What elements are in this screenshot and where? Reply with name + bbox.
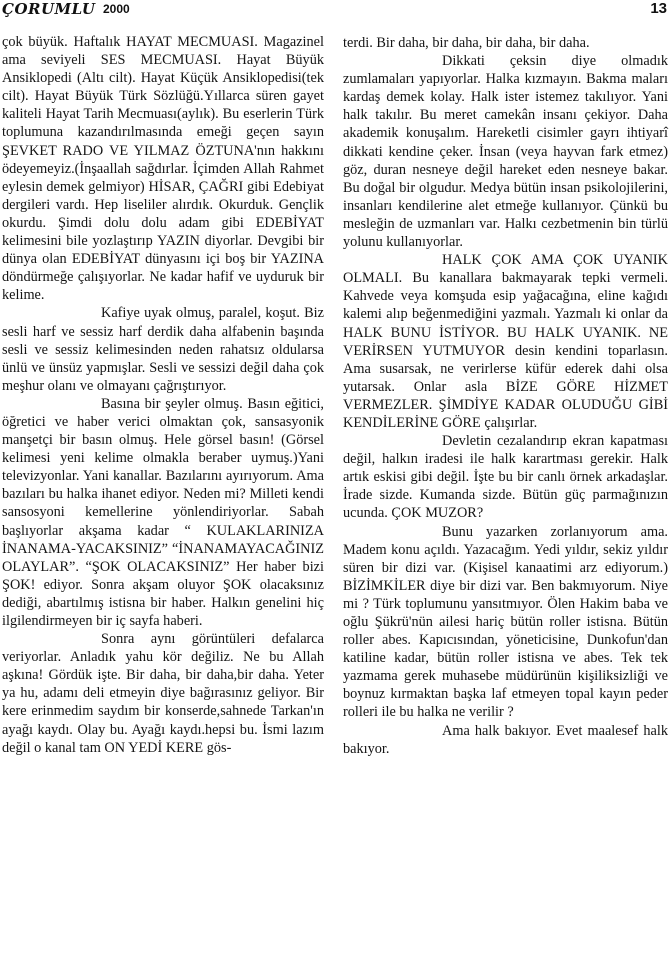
paragraph: terdi. Bir daha, bir daha, bir daha, bir daha. — [343, 35, 590, 51]
publication-year: 2000 — [103, 2, 130, 16]
paragraph: Sonra aynı görüntüleri defalarca veriyorlar. Anladık yahu kör değiliz. Ne bu Allah aşkına! Gördük işte. Bir daha, bir daha,bir daha. Yeter ya hu, adamı deli etmeyin diye bağırasınız geliyor. Bir kere erinmedim saydım bir konserde,sahnede Tarkan'ın ayağı kaydı. Olay bu. Ayağı kaydı.hepsi bu. İsmi lazım değil o kanal tam ON YEDİ KERE gös- — [2, 631, 324, 756]
right-column — [343, 34, 668, 758]
publication-name: ÇORUMLU — [2, 0, 96, 18]
left-column — [2, 33, 324, 757]
paragraph: Bunu yazarken zorlanıyorum ama. Madem konu açıldı. Yazacağım. Yedi yıldır, sekiz yıldır süren bir dizi var. (Kişisel kanaatimi arz ediyorum.) BİZİMKİLER diye bir dizi var. Ben bakmıyorum. Niye mi ? Türk toplumunu yansıtmıyor. Ölen Hakim baba ve oğlu Şükrü'nün ailesi hariç bütün roller istisna. Bütün roller abes. Kapıcısından, yöneticisine, Dunkofun'dan katiline kadar, bütün roller istisna ve abes. Tek tek yazmama gerek muhasebe müdürünün kişiliksizliği ve boynuz kırmaktan başka laf etmeyen topal kayın peder rolleri ile bu halka ne verilir ? — [343, 523, 668, 721]
page-header — [0, 0, 671, 20]
paragraph: Basına bir şeyler olmuş. Basın eğitici, öğretici ve haber verici olmaktan çok, sansasyonik manşetçi bir basın olmuş. Hele görsel basın! (Görsel kelimesi yeni kelime olmakla beraber uymuş.)Yani televizyonlar. Yani kanallar. Bazılarını ayırıyorum. Ama bazıları bu halka ihanet ediyor. Neden mi? Milleti kendi sansosyoni kemellerine yönlendiriyorlar. Sabah başlıyorlar akşama kadar “ KULAKLARINIZA İNANAMA-YACAKSINIZ” “İNANAMAYACAĞINIZ OLAYLAR”. “ŞOK OLACAKSINIZ” Her haber bizi ŞOK! ediyor. Sonra akşam oluyor ŞOK olacaksınız dediği, abartılmış istisna bir haber. Halkın genelini hiç ilgilendirmeyen bir iç sayfa haberi. — [2, 395, 324, 629]
paragraph: Kafiye uyak olmuş, paralel, koşut. Biz sesli harf ve sessiz harf derdik daha alfabenin başında sesli ve sessiz kelimesinden neden rahatsız oldularsa ünlü ve ünsüz yapmışlar. Sesli ve sessizi değil daha çok meşhur olanı ve olmayanı çağrıştırıyor. — [2, 305, 324, 394]
paragraph: Devletin cezalandırıp ekran kapatması değil, halkın iradesi ile halk karartması gerekir. Halk artık eskisi gibi değil. İşte bu bir canlı örnek arkadaşlar. İrade sizde. Kumanda sizde. Bütün güç parmağınızın ucunda. ÇOK MUZOR? — [343, 433, 668, 522]
paragraph: çok büyük. Haftalık HAYAT MECMUASI. Magazinel ama seviyeli SES MECMUASI. Hayat Büyük Ansiklopedi (Altı cilt). Hayat Küçük Ansiklopedisi(tek cilt). Hayat Büyük Türk Sözlüğü.Yıllarca süren gayet kaliteli Hayat Tarih Mecmuası(aylık). Bu eserlerin Türk toplumuna kazandırılmasında emeği geçen sayın ŞEVKET RADO VE YILMAZ ÖZTUNA'nın hakkını ödeyemeyiz.(İnşaallah sağdırlar. İçimden Allah Rahmet eylesin demek gelmiyor) HİSAR, ÇAĞRI gibi Edebiyat dergileri vardı. Hep liseliler alırdık. Okurduk. Gençlik okurdu. Şimdi dolu dolu adam gibi EDEBİYAT kelimesini bile yozlaştırıp YAZIN diyorlar. Devgibi bir dünya olan EDEBİYAT dünyasını içi boş bir YAZINA döndürmeğe çalışıyorlar. Ne kadar hafif ve uyduruk bir kelime. — [2, 34, 324, 304]
paragraph: Dikkati çeksin diye olmadık zumlamaları yapıyorlar. Halka kızmayın. Bakma maları kardaş demek kolay. Halk ister istemez takılıyor. Yani halk takılır. Bu meret camekân insanı çekiyor. Daha akademik konuşalım. Hareketli cisimler gayrı ihtiyarî dikkati kendine çeker. İnsan (veya hayvan fark etmez) göz, duran nesneye değil hareket eden nesneye bakar. Bu doğal bir olgudur. Medya bütün insan psikolojilerini, insanları kendilerine alet etmeğe kullanıyor. Çünkü bu mesleğin de uzmanları var. Halkı cezbetmenin bin türlü yolunu kullanıyorlar. — [343, 53, 668, 251]
page-number: 13 — [650, 0, 667, 17]
paragraph: HALK ÇOK AMA ÇOK UYANIK OLMALI. Bu kanallara bakmayarak tepki vermeli. Kahvede veya komşuda esip yağacağına, eline kağıdı kalemi alıp beğenmediğini yazmalı. Yazmalı ki onlar da HALK BUNU İSTİYOR. BU HALK UYANIK. NE VERİRSEN YUTMUYOR desin kendini toparlasın. Ama susarsak, ne verirlerse küfür ederek dahi olsa yutarsak. Onlar asla BİZE GÖRE HİZMET VERMEZLER. ŞİMDİYE KADAR OLUDUĞU GİBİ KENDİLERİNE GÖRE çalışırlar. — [343, 252, 668, 431]
paragraph: Ama halk bakıyor. Evet maalesef halk bakıyor. — [343, 722, 668, 757]
